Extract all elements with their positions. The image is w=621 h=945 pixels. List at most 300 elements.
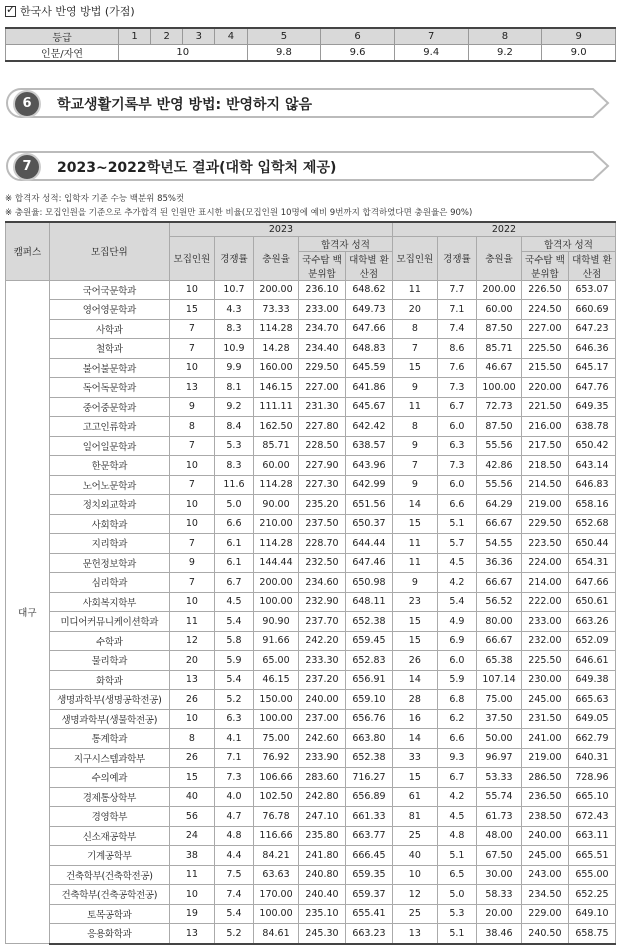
major-cell: 응용화학과	[49, 924, 169, 944]
value-cell: 655.41	[345, 904, 392, 924]
value-cell: 649.10	[568, 904, 615, 924]
note-fill-rate: ※ 충원율: 모집인원을 기준으로 추가합격 된 인원만 표시한 비율(모집인원 10명에 예비 9번까지 합격하였다면 충원율은 90%)	[5, 208, 473, 218]
major-cell: 신소재공학부	[49, 826, 169, 846]
value-cell: 26	[392, 651, 437, 671]
major-cell: 독어독문학과	[49, 378, 169, 398]
value-cell: 15	[392, 768, 437, 788]
major-cell: 지리학과	[49, 534, 169, 554]
major-cell: 지구시스템과학부	[49, 748, 169, 768]
value-cell: 8	[169, 729, 214, 749]
value-cell: 73.33	[254, 300, 299, 320]
value-cell: 283.60	[298, 768, 345, 788]
value-cell: 4.1	[214, 729, 253, 749]
value-cell: 66.67	[477, 573, 522, 593]
value-cell: 241.80	[298, 846, 345, 866]
major-cell: 기계공학부	[49, 846, 169, 866]
results-body	[6, 280, 616, 944]
value-cell: 6.5	[437, 865, 476, 885]
major-cell: 한문학과	[49, 456, 169, 476]
value-cell: 656.89	[345, 787, 392, 807]
value-cell: 233.30	[298, 651, 345, 671]
value-cell: 224.50	[521, 300, 568, 320]
major-cell: 일어일문학과	[49, 436, 169, 456]
value-cell: 28	[392, 690, 437, 710]
value-cell: 9	[169, 553, 214, 573]
value-cell: 240.80	[298, 865, 345, 885]
value-cell: 648.11	[345, 592, 392, 612]
value-cell: 228.70	[298, 534, 345, 554]
value-cell: 100.00	[477, 378, 522, 398]
value-cell: 12	[392, 885, 437, 905]
table-row	[6, 768, 616, 788]
value-cell: 243.00	[521, 865, 568, 885]
value-cell: 229.50	[298, 358, 345, 378]
checkbox-icon	[5, 6, 16, 17]
value-cell: 6.7	[437, 397, 476, 417]
value-cell: 25	[392, 904, 437, 924]
table-row	[6, 709, 616, 729]
value-cell: 649.05	[568, 709, 615, 729]
value-cell: 7	[169, 339, 214, 359]
header-scores: 합격자 성적	[521, 236, 615, 251]
value-cell: 235.80	[298, 826, 345, 846]
table-row	[6, 573, 616, 593]
value-cell: 4.0	[214, 787, 253, 807]
value-cell: 219.00	[521, 495, 568, 515]
value-cell: 15	[169, 768, 214, 788]
value-cell: 663.26	[568, 612, 615, 632]
header-kst: 국수탐 백분위합	[521, 251, 568, 280]
value-cell: 7.3	[437, 378, 476, 398]
value-cell: 20	[169, 651, 214, 671]
value-cell: 15	[392, 612, 437, 632]
value-cell: 7	[392, 339, 437, 359]
value-cell: 56	[169, 807, 214, 827]
value-cell: 15	[392, 358, 437, 378]
grade-cell: 5	[247, 28, 321, 45]
value-cell: 5.3	[437, 904, 476, 924]
value-cell: 5.0	[437, 885, 476, 905]
grade-header-label: 등급	[6, 28, 119, 45]
value-cell: 245.30	[298, 924, 345, 944]
value-cell: 647.66	[345, 319, 392, 339]
major-cell: 통계학과	[49, 729, 169, 749]
value-cell: 8.6	[437, 339, 476, 359]
value-cell: 659.35	[345, 865, 392, 885]
value-cell: 46.15	[254, 670, 299, 690]
value-cell: 162.50	[254, 417, 299, 437]
value-cell: 160.00	[254, 358, 299, 378]
value-cell: 4.2	[437, 573, 476, 593]
value-cell: 76.78	[254, 807, 299, 827]
value-cell: 216.00	[521, 417, 568, 437]
value-cell: 7.3	[214, 768, 253, 788]
value-cell: 14	[392, 495, 437, 515]
value-cell: 241.00	[521, 729, 568, 749]
value-cell: 238.50	[521, 807, 568, 827]
value-cell: 13	[169, 924, 214, 944]
value-cell: 61	[392, 787, 437, 807]
section-7-banner	[5, 150, 605, 182]
major-cell: 문헌정보학과	[49, 553, 169, 573]
value-cell: 4.5	[437, 807, 476, 827]
value-cell: 235.10	[298, 904, 345, 924]
value-cell: 87.50	[477, 417, 522, 437]
value-cell: 6.3	[437, 436, 476, 456]
value-cell: 12	[169, 631, 214, 651]
value-cell: 6.8	[437, 690, 476, 710]
value-cell: 4.8	[214, 826, 253, 846]
value-cell: 54.55	[477, 534, 522, 554]
major-cell: 불어불문학과	[49, 358, 169, 378]
value-cell: 647.66	[568, 573, 615, 593]
value-cell: 7	[392, 456, 437, 476]
value-cell: 8.4	[214, 417, 253, 437]
major-cell: 국어국문학과	[49, 280, 169, 300]
table-row	[6, 456, 616, 476]
value-cell: 8	[169, 417, 214, 437]
value-cell: 650.98	[345, 573, 392, 593]
value-cell: 5.9	[437, 670, 476, 690]
value-cell: 232.50	[298, 553, 345, 573]
value-cell: 11	[392, 553, 437, 573]
value-cell: 237.50	[298, 514, 345, 534]
value-cell: 665.51	[568, 846, 615, 866]
value-cell: 9	[392, 436, 437, 456]
value-cell: 233.90	[298, 748, 345, 768]
value-cell: 100.00	[254, 592, 299, 612]
value-cell: 107.14	[477, 670, 522, 690]
value-cell: 247.10	[298, 807, 345, 827]
value-cell: 5.1	[437, 924, 476, 944]
table-row	[6, 553, 616, 573]
value-cell: 37.50	[477, 709, 522, 729]
value-cell: 75.00	[477, 690, 522, 710]
value-cell: 67.50	[477, 846, 522, 866]
grade-cell: 8	[468, 28, 542, 45]
value-cell: 4.8	[437, 826, 476, 846]
value-cell: 642.42	[345, 417, 392, 437]
major-cell: 사회학과	[49, 514, 169, 534]
results-table	[5, 221, 616, 945]
value-cell: 100.00	[254, 904, 299, 924]
major-cell: 생명과학부(생물학전공)	[49, 709, 169, 729]
value-cell: 663.77	[345, 826, 392, 846]
value-cell: 7	[169, 475, 214, 495]
value-cell: 228.50	[298, 436, 345, 456]
value-cell: 227.80	[298, 417, 345, 437]
value-cell: 7.4	[214, 885, 253, 905]
table-row	[6, 904, 616, 924]
value-cell: 85.71	[254, 436, 299, 456]
value-cell: 40	[169, 787, 214, 807]
value-cell: 240.50	[521, 924, 568, 944]
value-cell: 75.00	[254, 729, 299, 749]
value-cell: 229.50	[521, 514, 568, 534]
value-cell: 40	[392, 846, 437, 866]
major-cell: 수학과	[49, 631, 169, 651]
grade-value-row	[6, 45, 616, 62]
value-cell: 5.0	[214, 495, 253, 515]
table-row	[6, 631, 616, 651]
value-cell: 215.50	[521, 358, 568, 378]
table-row	[6, 300, 616, 320]
value-cell: 6.7	[437, 768, 476, 788]
value-cell: 214.50	[521, 475, 568, 495]
value-cell: 223.50	[521, 534, 568, 554]
grade-cell: 7	[394, 28, 468, 45]
value-cell: 146.15	[254, 378, 299, 398]
value-cell: 234.40	[298, 339, 345, 359]
value-cell: 226.50	[521, 280, 568, 300]
table-row	[6, 729, 616, 749]
value-cell: 61.73	[477, 807, 522, 827]
major-cell: 수의예과	[49, 768, 169, 788]
value-cell: 19	[169, 904, 214, 924]
header-fill-rate: 충원율	[477, 236, 522, 280]
grade-cell: 6	[321, 28, 395, 45]
value-cell: 11	[169, 612, 214, 632]
value-cell: 102.50	[254, 787, 299, 807]
table-row	[6, 280, 616, 300]
value-cell: 30.00	[477, 865, 522, 885]
value-cell: 60.00	[254, 456, 299, 476]
value-cell: 4.3	[214, 300, 253, 320]
campus-cell: 대구	[6, 280, 50, 944]
value-cell: 10.9	[214, 339, 253, 359]
grade-value: 9.4	[394, 45, 468, 62]
value-cell: 224.00	[521, 553, 568, 573]
value-cell: 666.45	[345, 846, 392, 866]
value-cell: 648.62	[345, 280, 392, 300]
value-cell: 242.60	[298, 729, 345, 749]
value-cell: 662.79	[568, 729, 615, 749]
value-cell: 10	[169, 514, 214, 534]
value-cell: 4.4	[214, 846, 253, 866]
value-cell: 229.00	[521, 904, 568, 924]
major-cell: 영어영문학과	[49, 300, 169, 320]
value-cell: 647.23	[568, 319, 615, 339]
value-cell: 24	[169, 826, 214, 846]
value-cell: 234.50	[521, 885, 568, 905]
value-cell: 48.00	[477, 826, 522, 846]
value-cell: 663.23	[345, 924, 392, 944]
value-cell: 217.50	[521, 436, 568, 456]
value-cell: 645.67	[345, 397, 392, 417]
value-cell: 10	[169, 495, 214, 515]
value-cell: 650.61	[568, 592, 615, 612]
value-cell: 6.3	[214, 709, 253, 729]
value-cell: 4.7	[214, 807, 253, 827]
value-cell: 72.73	[477, 397, 522, 417]
value-cell: 5.2	[214, 924, 253, 944]
value-cell: 63.63	[254, 865, 299, 885]
value-cell: 650.37	[345, 514, 392, 534]
grade-row-label: 인문/자연	[6, 45, 119, 62]
value-cell: 11	[392, 280, 437, 300]
major-cell: 사회복지학부	[49, 592, 169, 612]
value-cell: 76.92	[254, 748, 299, 768]
header-campus: 캠퍼스	[6, 222, 50, 280]
value-cell: 219.00	[521, 748, 568, 768]
grade-cell: 4	[215, 28, 247, 45]
value-cell: 10	[169, 592, 214, 612]
value-cell: 114.28	[254, 319, 299, 339]
value-cell: 6.1	[214, 534, 253, 554]
major-cell: 토목공학과	[49, 904, 169, 924]
value-cell: 646.36	[568, 339, 615, 359]
value-cell: 6.6	[437, 495, 476, 515]
value-cell: 658.16	[568, 495, 615, 515]
value-cell: 716.27	[345, 768, 392, 788]
value-cell: 236.10	[298, 280, 345, 300]
value-cell: 10	[392, 865, 437, 885]
value-cell: 20.00	[477, 904, 522, 924]
table-row	[6, 534, 616, 554]
value-cell: 7.1	[437, 300, 476, 320]
major-cell: 심리학과	[49, 573, 169, 593]
value-cell: 84.61	[254, 924, 299, 944]
section-number: 7	[13, 153, 41, 181]
value-cell: 200.00	[477, 280, 522, 300]
value-cell: 5.4	[214, 904, 253, 924]
grade-value: 9.6	[321, 45, 395, 62]
value-cell: 227.30	[298, 475, 345, 495]
value-cell: 644.44	[345, 534, 392, 554]
value-cell: 663.11	[568, 826, 615, 846]
value-cell: 5.3	[214, 436, 253, 456]
value-cell: 15	[169, 300, 214, 320]
value-cell: 652.09	[568, 631, 615, 651]
value-cell: 7.5	[214, 865, 253, 885]
major-cell: 정치외교학과	[49, 495, 169, 515]
value-cell: 242.20	[298, 631, 345, 651]
value-cell: 652.68	[568, 514, 615, 534]
value-cell: 150.00	[254, 690, 299, 710]
value-cell: 649.35	[568, 397, 615, 417]
value-cell: 5.4	[437, 592, 476, 612]
value-cell: 237.20	[298, 670, 345, 690]
value-cell: 9.3	[437, 748, 476, 768]
value-cell: 26	[169, 748, 214, 768]
header-converted: 대학별 환산점	[345, 251, 392, 280]
value-cell: 652.38	[345, 612, 392, 632]
value-cell: 20	[392, 300, 437, 320]
value-cell: 647.76	[568, 378, 615, 398]
value-cell: 90.00	[254, 495, 299, 515]
header-quota: 모집인원	[392, 236, 437, 280]
value-cell: 7.7	[437, 280, 476, 300]
value-cell: 652.83	[345, 651, 392, 671]
value-cell: 14	[392, 670, 437, 690]
value-cell: 5.8	[214, 631, 253, 651]
value-cell: 9	[169, 397, 214, 417]
value-cell: 233.00	[298, 300, 345, 320]
grade-header-row	[6, 28, 616, 45]
table-row	[6, 358, 616, 378]
value-cell: 60.00	[477, 300, 522, 320]
value-cell: 663.80	[345, 729, 392, 749]
value-cell: 4.2	[437, 787, 476, 807]
value-cell: 653.07	[568, 280, 615, 300]
table-row	[6, 514, 616, 534]
value-cell: 11.6	[214, 475, 253, 495]
value-cell: 10	[169, 885, 214, 905]
value-cell: 7	[169, 436, 214, 456]
value-cell: 231.50	[521, 709, 568, 729]
value-cell: 64.29	[477, 495, 522, 515]
value-cell: 9.9	[214, 358, 253, 378]
value-cell: 237.70	[298, 612, 345, 632]
major-cell: 철학과	[49, 339, 169, 359]
value-cell: 643.96	[345, 456, 392, 476]
major-cell: 건축학부(건축공학전공)	[49, 885, 169, 905]
value-cell: 15	[392, 631, 437, 651]
table-row	[6, 436, 616, 456]
value-cell: 6.2	[437, 709, 476, 729]
major-cell: 미디어커뮤니케이션학과	[49, 612, 169, 632]
grade-cell: 3	[183, 28, 215, 45]
grade-cell: 9	[542, 28, 616, 45]
table-row	[6, 826, 616, 846]
value-cell: 8.1	[214, 378, 253, 398]
value-cell: 7.3	[437, 456, 476, 476]
value-cell: 8	[392, 319, 437, 339]
header-year-2022: 2022	[392, 222, 615, 236]
value-cell: 9	[392, 573, 437, 593]
section-title: 2023~2022학년도 결과(대학 입학처 제공)	[57, 160, 337, 176]
note-scores: ※ 합격자 성적: 입학자 기준 수능 백분위 85%컷	[5, 194, 185, 204]
grade-table	[5, 27, 616, 62]
value-cell: 645.59	[345, 358, 392, 378]
value-cell: 11	[392, 534, 437, 554]
value-cell: 111.11	[254, 397, 299, 417]
value-cell: 232.00	[521, 631, 568, 651]
value-cell: 55.74	[477, 787, 522, 807]
value-cell: 56.52	[477, 592, 522, 612]
value-cell: 222.00	[521, 592, 568, 612]
table-row	[6, 690, 616, 710]
major-cell: 생명과학부(생명공학전공)	[49, 690, 169, 710]
value-cell: 114.28	[254, 534, 299, 554]
value-cell: 4.9	[437, 612, 476, 632]
value-cell: 65.00	[254, 651, 299, 671]
major-cell: 경제통상학부	[49, 787, 169, 807]
header-converted: 대학별 환산점	[568, 251, 615, 280]
value-cell: 650.42	[568, 436, 615, 456]
value-cell: 236.50	[521, 787, 568, 807]
value-cell: 240.00	[298, 690, 345, 710]
value-cell: 649.38	[568, 670, 615, 690]
value-cell: 13	[392, 924, 437, 944]
value-cell: 6.1	[214, 553, 253, 573]
value-cell: 227.90	[298, 456, 345, 476]
value-cell: 286.50	[521, 768, 568, 788]
value-cell: 87.50	[477, 319, 522, 339]
value-cell: 648.83	[345, 339, 392, 359]
value-cell: 665.10	[568, 787, 615, 807]
value-cell: 116.66	[254, 826, 299, 846]
major-cell: 고고인류학과	[49, 417, 169, 437]
value-cell: 221.50	[521, 397, 568, 417]
value-cell: 7	[169, 534, 214, 554]
history-label: 한국사 반영 방법 (가점)	[20, 5, 135, 18]
table-row	[6, 787, 616, 807]
value-cell: 84.21	[254, 846, 299, 866]
header-fill-rate: 충원율	[254, 236, 299, 280]
value-cell: 16	[392, 709, 437, 729]
value-cell: 654.31	[568, 553, 615, 573]
